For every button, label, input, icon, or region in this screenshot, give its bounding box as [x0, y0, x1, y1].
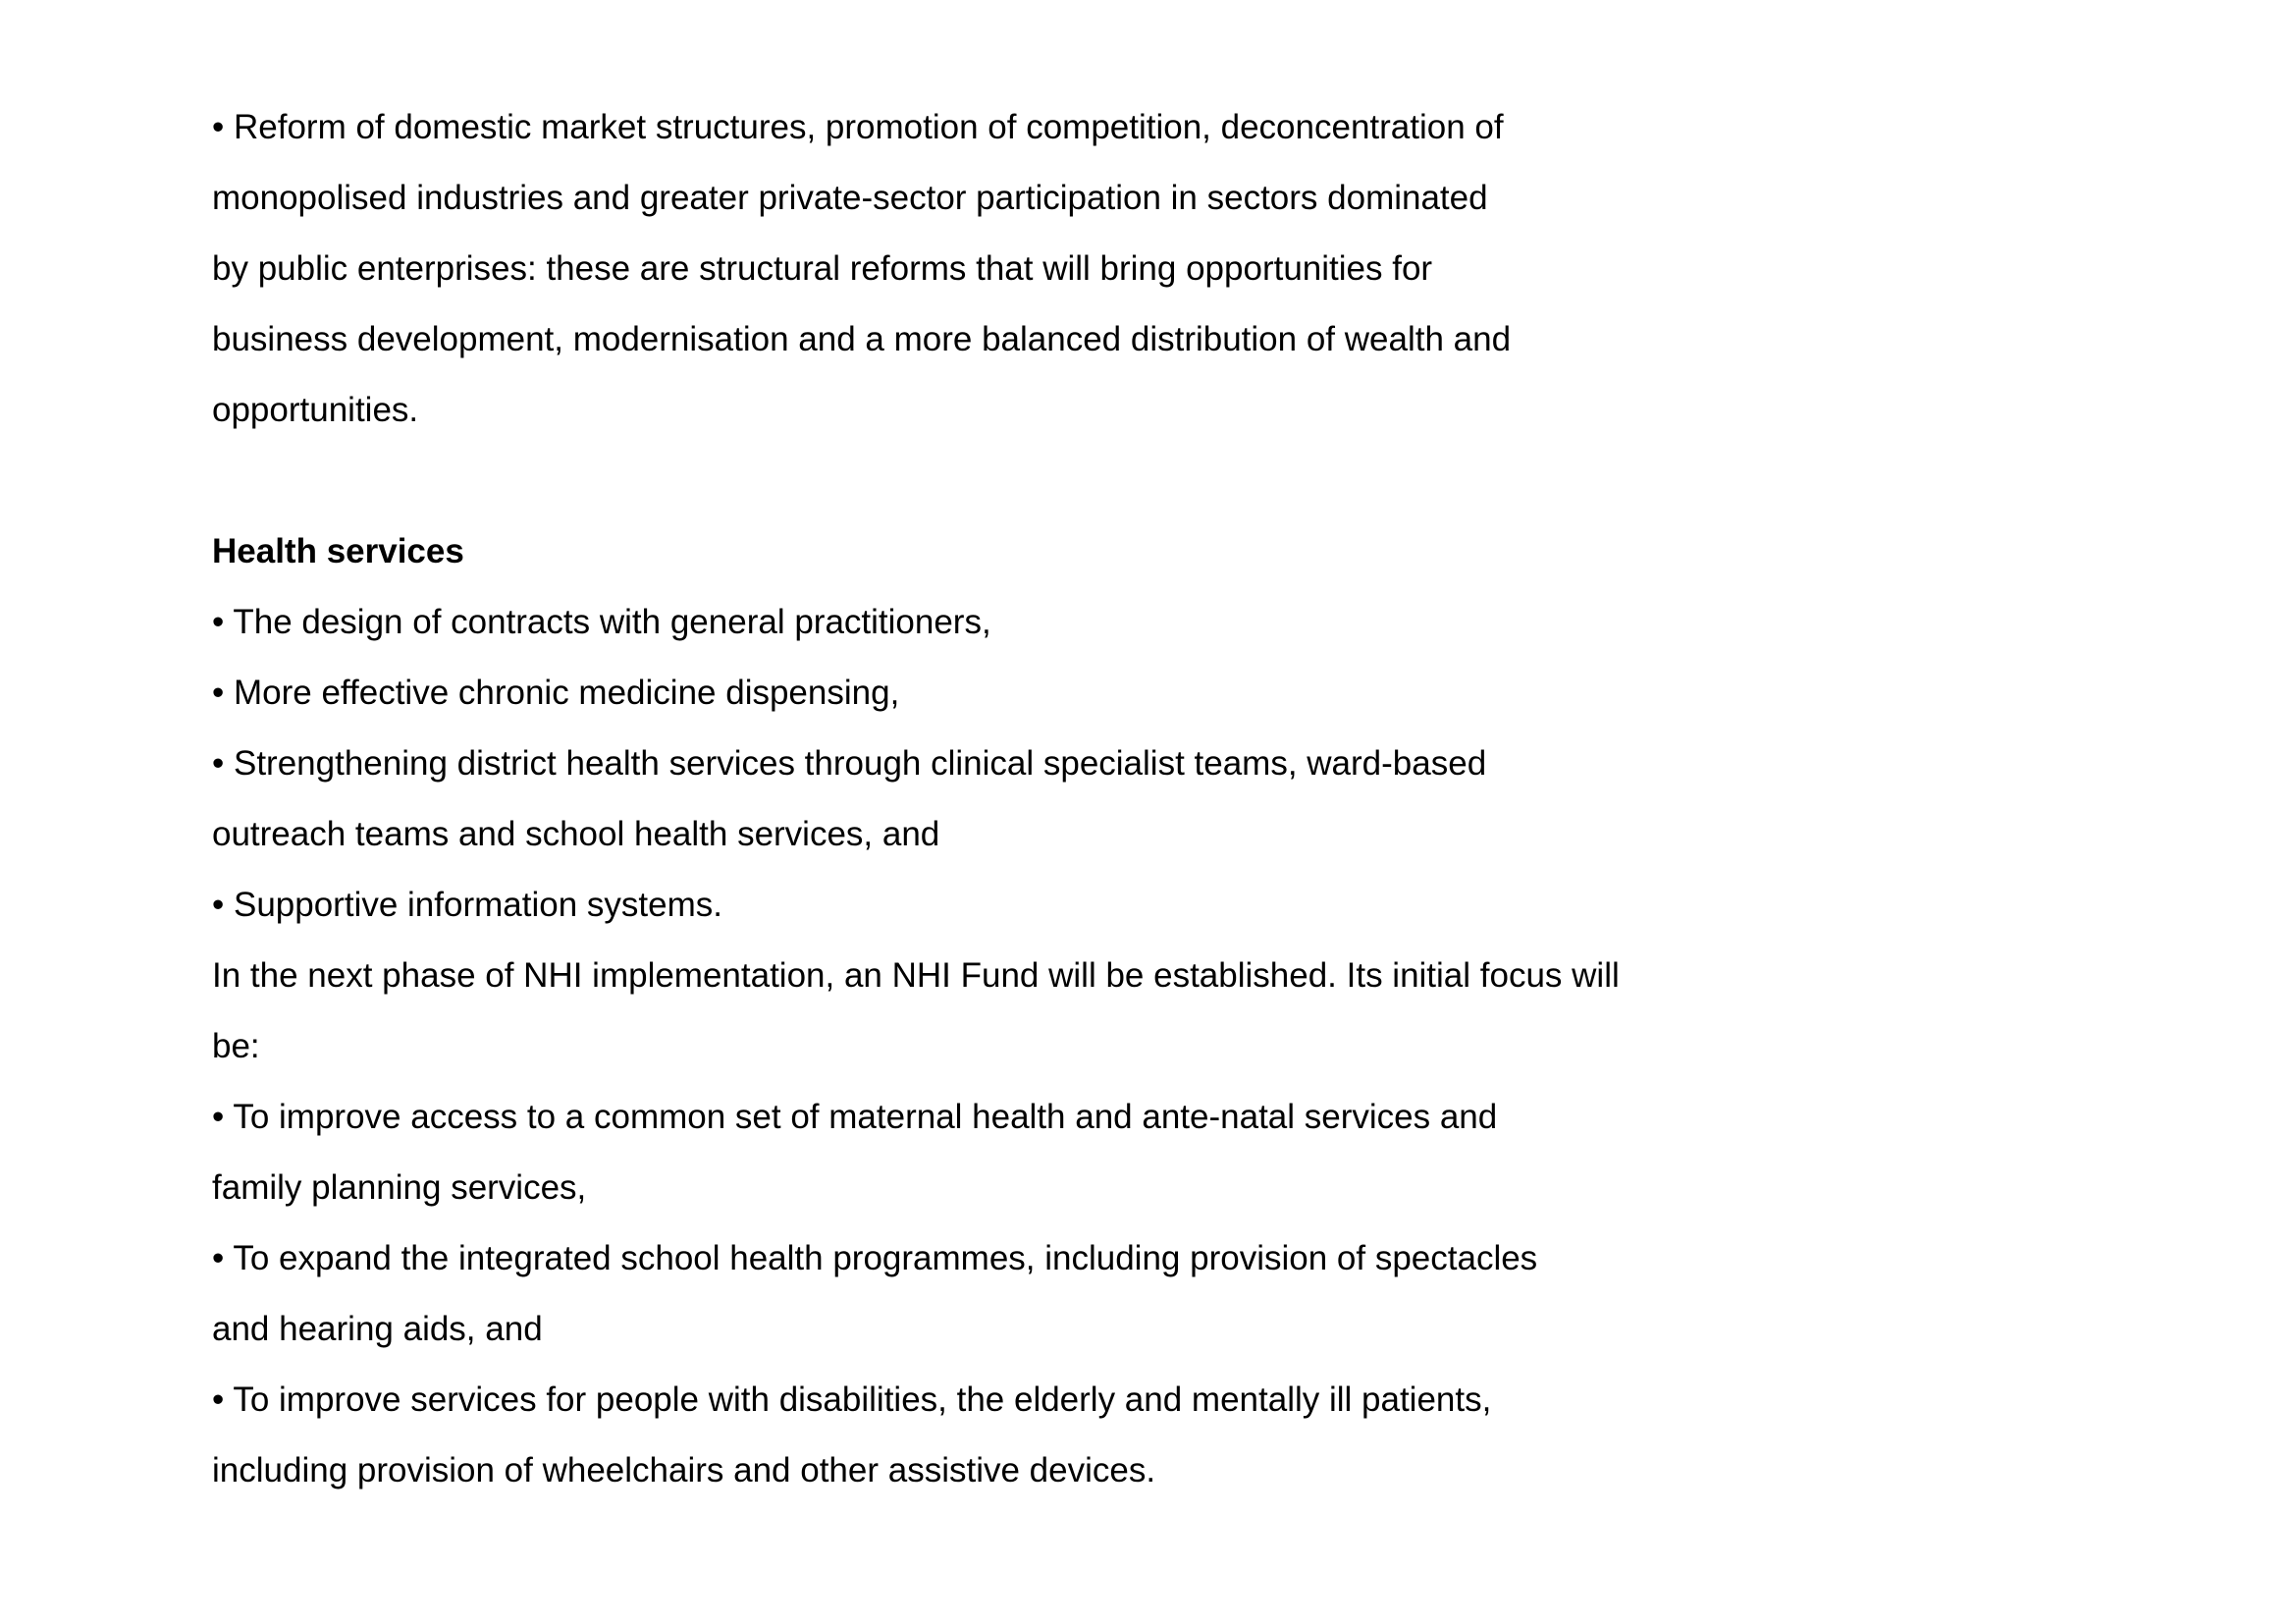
document-body [212, 92, 1684, 1506]
paragraph-line: • Reform of domestic market structures, promotion of competition, deconcentration of [212, 108, 1504, 146]
paragraph-line: outreach teams and school health services, and [212, 815, 940, 853]
paragraph-line: family planning services, [212, 1168, 587, 1207]
paragraph-line: by public enterprises: these are structural reforms that will bring opportunities for [212, 249, 1433, 288]
paragraph-line: monopolised industries and greater private-sector participation in sectors dominated [212, 179, 1488, 217]
paragraph-line: • Supportive information systems. [212, 886, 722, 924]
paragraph-line: In the next phase of NHI implementation, an NHI Fund will be established. Its initial focus will [212, 956, 1620, 995]
paragraph-line: opportunities. [212, 391, 419, 429]
section-heading: Health services [212, 532, 464, 570]
paragraph-line: • More effective chronic medicine dispensing, [212, 674, 900, 712]
paragraph-line: business development, modernisation and a more balanced distribution of wealth and [212, 320, 1512, 358]
paragraph-line: including provision of wheelchairs and other assistive devices. [212, 1451, 1156, 1489]
paragraph-line: be: [212, 1027, 260, 1065]
paragraph-line: • The design of contracts with general practitioners, [212, 603, 991, 641]
paragraph-line: • To improve services for people with disabilities, the elderly and mentally ill patients, [212, 1380, 1492, 1419]
paragraph-line: and hearing aids, and [212, 1310, 543, 1348]
paragraph-line: • Strengthening district health services through clinical specialist teams, ward-based [212, 744, 1487, 783]
paragraph-line: • To improve access to a common set of maternal health and ante-natal services and [212, 1098, 1498, 1136]
paragraph-line: • To expand the integrated school health programmes, including provision of spectacles [212, 1239, 1538, 1277]
blank-line [212, 446, 1684, 516]
